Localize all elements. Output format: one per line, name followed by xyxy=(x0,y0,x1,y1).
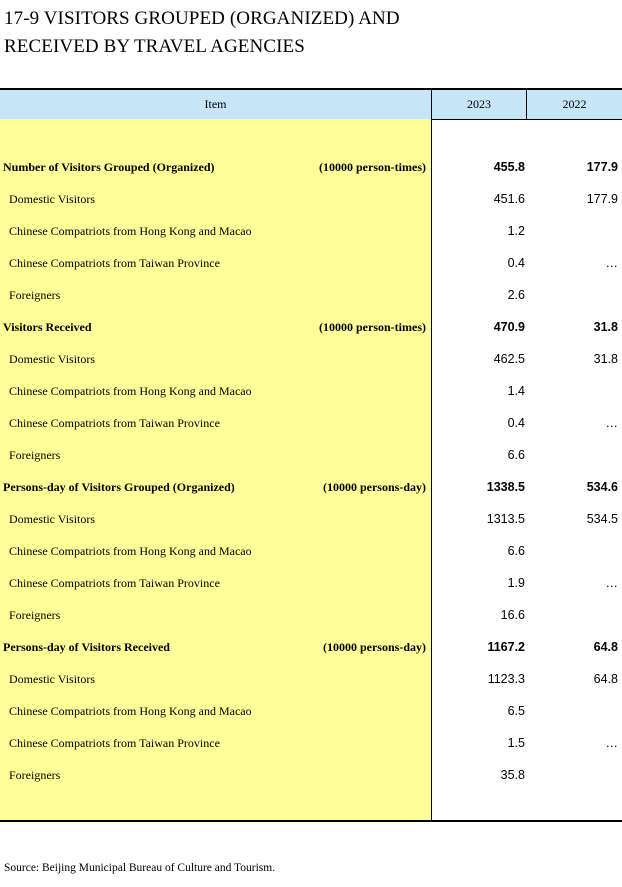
table-row xyxy=(0,759,622,791)
row-label: Chinese Compatriots from Taiwan Province xyxy=(9,576,220,590)
row-label: Domestic Visitors xyxy=(9,672,96,686)
value-2023: 0.4 xyxy=(507,416,525,430)
value-2022: 31.8 xyxy=(593,320,618,334)
value-2022: 64.8 xyxy=(593,672,618,686)
table-row xyxy=(0,247,622,279)
row-label: Persons-day of Visitors Received xyxy=(3,640,170,654)
table-row xyxy=(0,183,622,215)
value-2023: 1167.2 xyxy=(487,640,525,654)
row-label: Chinese Compatriots from Taiwan Province xyxy=(9,736,220,750)
row-label: Chinese Compatriots from Taiwan Province xyxy=(9,416,220,430)
table-row xyxy=(0,375,622,407)
value-2023: 35.8 xyxy=(500,768,525,782)
row-label: Chinese Compatriots from Hong Kong and Macao xyxy=(9,224,252,238)
row-label: Chinese Compatriots from Hong Kong and Macao xyxy=(9,704,252,718)
table-bottom-rule xyxy=(0,820,622,822)
header-2023: 2023 xyxy=(467,97,491,111)
title-line-2: RECEIVED BY TRAVEL AGENCIES xyxy=(4,36,305,57)
statistics-table xyxy=(0,88,622,822)
value-2023: 451.6 xyxy=(493,192,525,206)
value-2023: 1.5 xyxy=(507,736,525,750)
value-2023: 0.4 xyxy=(507,256,525,270)
row-label: Visitors Received xyxy=(3,320,92,334)
value-2023: 470.9 xyxy=(493,320,525,334)
value-2022: 31.8 xyxy=(593,352,618,366)
table-row xyxy=(0,695,622,727)
row-label: Foreigners xyxy=(9,448,61,462)
table-row xyxy=(0,663,622,695)
row-label: Chinese Compatriots from Hong Kong and Macao xyxy=(9,544,252,558)
row-label: Domestic Visitors xyxy=(9,512,96,526)
table-section-row xyxy=(0,151,622,183)
row-label: Domestic Visitors xyxy=(9,352,96,366)
table-row xyxy=(0,727,622,759)
table-row xyxy=(0,599,622,631)
value-2022: 177.9 xyxy=(586,192,618,206)
value-2022: 534.6 xyxy=(586,480,618,494)
row-label: Persons-day of Visitors Grouped (Organized) xyxy=(3,480,235,494)
header-2022: 2022 xyxy=(562,97,587,111)
value-2023: 1123.3 xyxy=(487,672,525,686)
value-2023: 1338.5 xyxy=(486,480,525,494)
page-title xyxy=(4,5,614,61)
column-divider-years xyxy=(526,90,527,119)
source-note: Source: Beijing Municipal Bureau of Culture and Tourism. xyxy=(4,862,276,874)
value-2022: … xyxy=(605,416,618,430)
value-2022: 177.9 xyxy=(586,160,618,174)
table-row xyxy=(0,215,622,247)
row-label: Chinese Compatriots from Taiwan Province xyxy=(9,256,220,270)
row-unit: (10000 person-times) xyxy=(319,160,426,174)
value-2023: 6.6 xyxy=(507,448,525,462)
header-item: Item xyxy=(204,97,227,111)
value-2023: 1.4 xyxy=(507,384,525,398)
table-section-row xyxy=(0,471,622,503)
table-row xyxy=(0,535,622,567)
row-label: Number of Visitors Grouped (Organized) xyxy=(3,160,215,174)
value-2023: 1313.5 xyxy=(486,512,525,526)
value-2023: 2.6 xyxy=(507,288,525,302)
value-2023: 6.5 xyxy=(507,704,525,718)
row-label: Foreigners xyxy=(9,288,61,302)
table-row xyxy=(0,407,622,439)
table-row xyxy=(0,343,622,375)
value-2023: 6.6 xyxy=(507,544,525,558)
value-2023: 462.5 xyxy=(493,352,525,366)
value-2022: … xyxy=(605,736,618,750)
row-unit: (10000 persons-day) xyxy=(322,640,426,654)
value-2023: 16.6 xyxy=(500,608,525,622)
row-unit: (10000 persons-day) xyxy=(322,480,426,494)
row-label: Domestic Visitors xyxy=(9,192,96,206)
value-2022: 534.5 xyxy=(586,512,618,526)
table-row xyxy=(0,439,622,471)
table-row xyxy=(0,567,622,599)
row-label: Chinese Compatriots from Hong Kong and Macao xyxy=(9,384,252,398)
row-label: Foreigners xyxy=(9,608,61,622)
table-section-row xyxy=(0,311,622,343)
row-unit: (10000 person-times) xyxy=(319,320,426,334)
value-2022: … xyxy=(605,256,618,270)
table-row xyxy=(0,503,622,535)
table-section-row xyxy=(0,631,622,663)
value-2023: 1.9 xyxy=(507,576,525,590)
table-row xyxy=(0,279,622,311)
row-label: Foreigners xyxy=(9,768,61,782)
value-2023: 1.2 xyxy=(507,224,525,238)
value-2022: 64.8 xyxy=(593,640,618,654)
table-header xyxy=(0,90,622,120)
value-2023: 455.8 xyxy=(493,160,525,174)
value-2022: … xyxy=(605,576,618,590)
title-line-1: 17-9 VISITORS GROUPED (ORGANIZED) AND xyxy=(4,8,400,29)
